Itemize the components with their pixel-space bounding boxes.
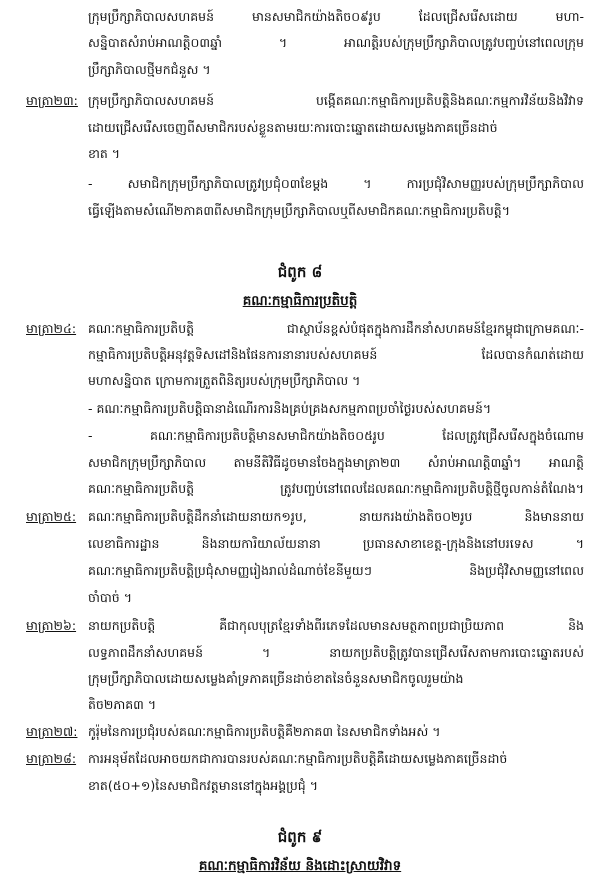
article-label: មាត្រា២៣: [26,93,78,108]
chapter-9-subtitle: គណៈកម្មាធិការវិន័យ និងដោះស្រាយវិវាទ [198,858,402,874]
text-line: គណៈកម្មាធិការប្រតិបត្តិប្រជុំសាមញ្ញរៀងរាល់ដំណាច់ខែនីមួយៗ និងប្រជុំវិសាមញ្ញនៅពេល [88,563,584,578]
text-line: ប្រឹក្សាភិបាលថ្មីមកជំនួស ។ [88,62,211,77]
text-line: ការអនុម័តដែលអាចយកជាការបានរបស់គណៈកម្មាធិការប្រតិបត្តិគឺដោយសម្លេងភាគច្រើនដាច់ [88,751,508,766]
text-line: សន្និបាតសំរាប់អាណត្តិ០៣ឆ្នាំ ។ អាណត្តិរបស់ក្រុមប្រឹក្សាភិបាលត្រូវបញ្ចប់នៅពេលក្រុម [88,35,584,50]
article-label: មាត្រា២៦: [26,618,77,633]
article-label: មាត្រា២៤: [26,321,77,336]
text-line: ខាត ។ [88,146,121,161]
text-line: តិច២ភាគ៣ ។ [88,697,157,712]
text-line: គណៈកម្មាធិការប្រតិបត្តិ ត្រូវបញ្ចប់នៅពេលដែលគណៈកម្មាធិការប្រតិបត្តិថ្មីចូលកាន់តំណែង។ [88,481,584,496]
text-line: ដោយជ្រើសរើសចេញពីសមាជិករបស់ខ្លួនតាមរយៈការបោះឆ្នោតដោយសម្លេងភាគច្រើនដាច់ [88,120,498,135]
text-line: ក្រុមប្រឹក្សាភិបាលដោយសម្លេងគាំទ្រភាគច្រើនដាច់ខាតនៃចំនួនសមាជិកចូលរួមយ៉ាង [88,671,464,686]
chapter-9-title: ជំពូក ៩ [277,828,323,846]
article-label: មាត្រា២៧: [26,724,78,739]
text-line: នាយកប្រតិបត្តិ គឺជាកុលបុត្រខ្មែរទាំងពីរភេទដែលមានសមត្ថភាពប្រជាប្រិយភាព និង [88,618,584,633]
article-label: មាត្រា២៥: [26,509,77,524]
text-line: មហាសន្និបាត ក្រោមការត្រួតពិនិត្យរបស់ក្រុមប្រឹក្សាភិបាល ។ [88,373,361,388]
text-line: ក្រុមប្រឹក្សាភិបាលសហគមន៍ បង្កើតគណៈកម្មាធិការប្រតិបត្តិនិងគណៈកម្មការវិន័យនិងវិវាទ [88,93,584,108]
text-line: គណៈកម្មាធិការប្រតិបត្តិដឹកនាំដោយនាយក១រូប, នាយករងយ៉ាងតិច០២រូប និងមាននាយ [88,509,584,524]
text-line: គណៈកម្មាធិការប្រតិបត្តិ ជាស្ថាប័នខ្ពស់បំផុតក្នុងការដឹកនាំសហគមន៍ខ្មែរកម្ពុជាក្រោមគណៈ- [88,321,584,336]
text-line: - គណៈកម្មាធិការប្រតិបត្តិធានាដំណើរការនិងគ្រប់គ្រងសកម្មភាពប្រចាំថ្ងៃរបស់សហគមន៍។ [88,401,492,416]
text-line: - គណៈកម្មាធិការប្រតិបត្តិមានសមាជិកយ៉ាងតិច០៥រូប ដែលត្រូវជ្រើសរើសក្នុងចំណោម [88,428,584,443]
text-line: ធ្វើឡើងតាមសំណើ២ភាគ៣ពីសមាជិកក្រុមប្រឹក្សាភិបាលឬពីសមាជិកគណៈកម្មាធិការប្រតិបត្តិ។ [88,203,510,218]
text-line: លេខាធិការដ្ឋាន និងនាយការិយាល័យនានា ប្រធានសាខាខេត្ត-ក្រុងនិងនៅបរទេស ។ [88,536,584,551]
chapter-8-subtitle: គណៈកម្មាធិការប្រតិបត្តិ [242,293,358,309]
text-line: ក្រុមប្រឹក្សាភិបាលសហគមន៍ មានសមាជិកយ៉ាងតិច០៩រូប ដែលជ្រើសរើសដោយ មហា- [88,9,584,24]
text-line: កូរ៉ុមនៃការប្រជុំរបស់គណៈកម្មាធិការប្រតិបត្តិគឺ២ភាគ៣ នៃសមាជិកទាំងអស់ ។ [88,724,441,739]
text-line: លទ្ធភាពដឹកនាំសហគមន៍ ។ នាយកប្រតិបត្តិត្រូវបានជ្រើសរើសតាមការបោះឆ្នោតរបស់ [88,645,584,660]
article-label: មាត្រា២៨: [26,751,77,766]
chapter-8-title: ជំពូក ៨ [277,263,323,281]
text-line: សមាជិកក្រុមប្រឹក្សាភិបាល តាមនីតិវិធីដូចមានចែងក្នុងមាត្រា២៣ សំរាប់អាណត្តិ៣ឆ្នាំ។ អាណត្តិ [88,455,584,470]
text-line: ខាត(៥០+១)នៃសមាជិកវត្តមាននៅក្នុងអង្គប្រជុំ ។ [88,778,318,793]
text-line: ចាំបាច់ ។ [88,590,132,605]
text-line: កម្មាធិការប្រតិបត្តិអនុវត្តទិសដៅនិងផែនការនានារបស់សហគមន៍ ដែលបានកំណត់ដោយ [88,347,584,362]
text-line: - សមាជិកក្រុមប្រឹក្សាភិបាលត្រូវប្រជុំ០៣ខែម្តង ។ ការប្រជុំវិសាមញ្ញរបស់ក្រុមប្រឹក្សាភិបាល [88,176,584,191]
